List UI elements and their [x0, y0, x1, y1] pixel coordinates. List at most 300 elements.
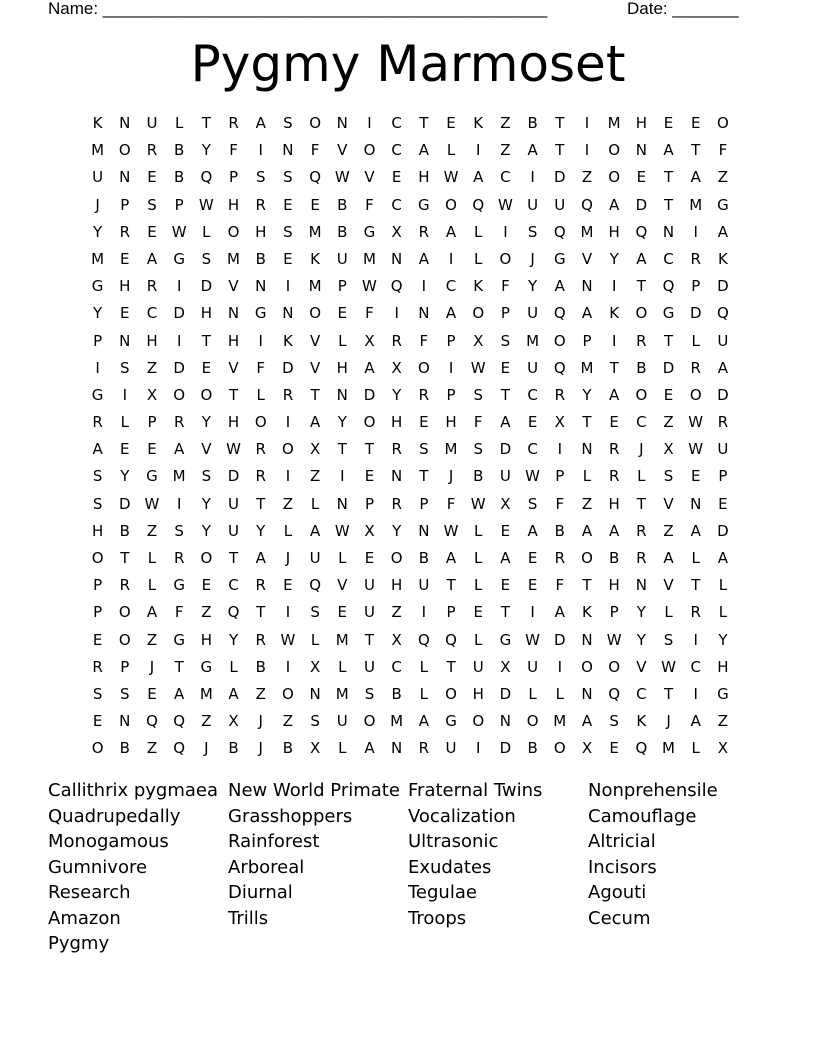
grid-letter: O	[553, 331, 566, 350]
grid-letter: W	[362, 277, 377, 296]
grid-letter: D	[173, 358, 185, 377]
grid-letter: O	[608, 141, 621, 160]
grid-letter: Q	[635, 739, 648, 758]
grid-letter: L	[147, 549, 157, 567]
grid-letter: V	[337, 576, 348, 595]
grid-letter: S	[92, 494, 103, 513]
grid-letter: X	[146, 385, 158, 404]
grid-letter: E	[337, 304, 348, 323]
grid-letter: L	[338, 657, 347, 676]
grid-letter: O	[200, 385, 213, 404]
grid-row	[84, 192, 737, 219]
grid-letter: U	[363, 603, 375, 622]
grid-letter: T	[446, 576, 456, 595]
grid-letter: O	[635, 385, 648, 404]
grid-letter: E	[718, 494, 728, 513]
grid-letter: W	[470, 494, 486, 513]
grid-letter: U	[499, 467, 511, 486]
grid-letter: C	[445, 277, 457, 296]
grid-letter: B	[418, 549, 429, 567]
grid-letter: U	[336, 249, 348, 268]
grid-letter: G	[553, 249, 566, 268]
word-list-item: Cecum	[588, 907, 651, 929]
grid-letter: Q	[173, 739, 186, 758]
grid-letter: S	[283, 222, 293, 241]
grid-letter: C	[500, 168, 511, 187]
grid-letter: A	[527, 141, 538, 160]
grid-letter: P	[718, 467, 728, 486]
grid-letter: E	[690, 467, 701, 486]
grid-letter: E	[201, 576, 212, 595]
grid-letter: R	[92, 413, 103, 432]
grid-letter: Z	[201, 712, 212, 731]
grid-letter: T	[201, 331, 211, 350]
grid-letter: G	[173, 630, 185, 649]
grid-letter: E	[147, 684, 157, 703]
grid-letter: E	[120, 304, 130, 323]
grid-letter: L	[582, 467, 592, 486]
grid-letter: S	[120, 684, 130, 703]
grid-letter: T	[256, 603, 266, 622]
grid-letter: R	[554, 549, 565, 567]
grid-letter: E	[527, 413, 538, 432]
grid-letter: O	[581, 657, 593, 676]
grid-row	[84, 246, 737, 273]
grid-letter: B	[119, 521, 130, 540]
grid-letter: W	[525, 467, 541, 486]
grid-letter: W	[688, 440, 704, 459]
grid-letter: Q	[553, 358, 566, 377]
grid-letter: O	[581, 549, 593, 567]
grid-letter: S	[500, 331, 511, 350]
grid-letter: D	[717, 385, 729, 404]
grid-letter: T	[337, 440, 347, 459]
grid-letter: I	[285, 277, 291, 296]
grid-letter: C	[391, 657, 402, 676]
grid-letter: A	[146, 603, 158, 622]
grid-letter: P	[120, 657, 130, 676]
grid-letter: F	[229, 141, 238, 160]
grid-letter: L	[174, 114, 184, 132]
grid-letter: T	[120, 549, 130, 567]
grid-letter: R	[255, 195, 266, 214]
grid-letter: L	[718, 603, 728, 622]
grid-letter: A	[364, 358, 375, 377]
grid-letter: D	[173, 304, 185, 323]
grid-letter: Z	[663, 413, 674, 432]
grid-letter: E	[663, 114, 674, 132]
grid-letter: U	[717, 440, 729, 459]
grid-letter: N	[119, 114, 131, 132]
grid-letter: Y	[636, 603, 646, 622]
grid-letter: A	[364, 739, 375, 758]
grid-letter: Q	[472, 195, 485, 214]
grid-letter: P	[691, 277, 701, 296]
grid-letter: S	[174, 521, 184, 540]
grid-letter: O	[608, 168, 621, 187]
grid-letter: O	[227, 222, 240, 241]
grid-letter: L	[474, 630, 483, 649]
grid-row	[84, 110, 737, 137]
grid-letter: M	[553, 712, 567, 731]
grid-letter: X	[391, 222, 402, 241]
grid-letter: G	[146, 467, 158, 486]
grid-row	[84, 627, 737, 654]
grid-letter: M	[91, 141, 105, 160]
grid-letter: Q	[717, 304, 729, 323]
grid-letter: F	[473, 413, 483, 432]
grid-letter: C	[391, 141, 402, 160]
grid-letter: B	[527, 739, 538, 758]
grid-letter: I	[285, 467, 291, 486]
grid-letter: P	[93, 603, 103, 622]
grid-letter: I	[285, 413, 291, 432]
grid-letter: R	[255, 440, 266, 459]
grid-letter: I	[421, 277, 427, 296]
grid-letter: H	[635, 114, 647, 132]
grid-letter: O	[553, 739, 566, 758]
grid-letter: T	[582, 413, 592, 432]
word-list-item: Exudates	[408, 856, 492, 878]
grid-letter: A	[445, 304, 457, 323]
grid-letter: T	[663, 168, 674, 187]
grid-letter: L	[202, 222, 211, 241]
word-list-item: Grasshoppers	[228, 805, 353, 827]
grid-letter: H	[391, 413, 403, 432]
grid-letter: T	[500, 603, 510, 622]
grid-letter: W	[470, 358, 486, 377]
grid-letter: R	[608, 440, 620, 459]
grid-letter: T	[636, 277, 646, 296]
grid-letter: M	[444, 440, 458, 459]
grid-letter: N	[418, 521, 430, 540]
grid-letter: A	[445, 222, 457, 241]
grid-letter: C	[527, 385, 538, 404]
grid-letter: J	[95, 195, 100, 214]
grid-letter: L	[528, 684, 537, 703]
grid-letter: O	[309, 304, 321, 323]
grid-letter: J	[448, 467, 454, 486]
grid-letter: B	[228, 739, 239, 758]
grid-letter: S	[609, 712, 619, 731]
grid-letter: R	[119, 222, 130, 241]
grid-letter: D	[689, 304, 702, 323]
grid-letter: K	[636, 712, 647, 731]
grid-letter: I	[176, 331, 182, 350]
grid-letter: Z	[201, 603, 212, 622]
grid-letter: T	[691, 576, 701, 595]
grid-letter: W	[606, 630, 622, 649]
grid-letter: J	[666, 712, 671, 731]
grid-letter: J	[530, 249, 535, 268]
grid-letter: Y	[636, 630, 646, 649]
grid-letter: V	[337, 141, 348, 160]
grid-letter: J	[258, 712, 263, 731]
grid-letter: L	[229, 657, 238, 676]
grid-letter: U	[527, 304, 539, 323]
grid-letter: L	[664, 603, 673, 622]
grid-letter: O	[254, 413, 267, 432]
grid-row	[84, 518, 737, 545]
grid-letter: F	[365, 304, 374, 323]
word-list-item: Nonprehensile	[588, 780, 718, 801]
grid-letter: R	[554, 385, 565, 404]
grid-letter: S	[527, 494, 538, 513]
grid-letter: V	[663, 576, 674, 595]
grid-letter: Y	[201, 521, 211, 540]
grid-letter: T	[636, 494, 646, 513]
grid-letter: D	[635, 195, 648, 214]
grid-letter: Z	[717, 712, 729, 731]
grid-letter: H	[391, 576, 403, 595]
grid-letter: A	[690, 521, 701, 540]
word-list-item: Pygmy	[48, 933, 110, 954]
grid-letter: R	[119, 576, 130, 595]
grid-letter: B	[119, 739, 130, 758]
grid-letter: D	[717, 277, 729, 296]
grid-letter: B	[282, 739, 294, 758]
grid-letter: P	[120, 195, 130, 214]
grid-letter: P	[174, 195, 184, 214]
grid-letter: N	[336, 494, 348, 513]
grid-letter: A	[690, 168, 701, 187]
grid-letter: Z	[146, 739, 158, 758]
grid-letter: G	[662, 304, 675, 323]
grid-letter: R	[636, 549, 647, 567]
grid-letter: O	[363, 141, 376, 160]
grid-letter: S	[147, 195, 157, 214]
grid-letter: B	[473, 467, 484, 486]
grid-row	[84, 273, 737, 300]
grid-letter: T	[228, 549, 239, 567]
word-list-item: Incisors	[588, 856, 657, 878]
grid-letter: N	[391, 739, 403, 758]
grid-letter: R	[690, 358, 701, 377]
grid-letter: V	[663, 494, 674, 513]
grid-letter: B	[391, 684, 402, 703]
grid-letter: B	[174, 141, 185, 160]
grid-letter: I	[95, 358, 100, 377]
word-list-item: Fraternal Twins	[408, 780, 543, 801]
grid-letter: W	[280, 630, 296, 649]
grid-letter: H	[255, 222, 267, 241]
grid-letter: A	[309, 521, 321, 540]
grid-letter: Z	[309, 467, 321, 486]
grid-letter: C	[527, 440, 538, 459]
grid-letter: Q	[635, 222, 648, 241]
grid-letter: R	[255, 467, 266, 486]
grid-letter: K	[609, 304, 620, 323]
grid-letter: L	[474, 521, 483, 540]
grid-letter: L	[419, 657, 429, 676]
grid-letter: S	[310, 712, 320, 731]
grid-letter: Y	[337, 413, 347, 432]
word-list-item: Arboreal	[228, 856, 305, 878]
grid-letter: P	[93, 576, 103, 595]
grid-letter: R	[636, 331, 647, 350]
grid-letter: L	[120, 413, 129, 432]
grid-letter: U	[363, 576, 375, 595]
grid-letter: E	[500, 576, 511, 595]
grid-letter: I	[285, 603, 291, 622]
grid-letter: N	[581, 684, 593, 703]
grid-letter: Y	[93, 222, 103, 241]
word-list-item: Gumnivore	[48, 856, 148, 878]
grid-letter: N	[255, 277, 267, 296]
grid-letter: P	[609, 603, 619, 622]
grid-letter: R	[690, 603, 701, 622]
grid-letter: N	[336, 114, 348, 132]
grid-letter: M	[662, 739, 675, 758]
grid-letter: A	[609, 521, 620, 540]
grid-letter: W	[688, 413, 704, 432]
grid-letter: A	[663, 549, 674, 567]
grid-letter: I	[448, 358, 454, 377]
grid-letter: L	[446, 141, 456, 160]
word-list-item: Monogamous	[48, 831, 169, 852]
grid-letter: X	[309, 739, 321, 758]
grid-letter: O	[390, 549, 403, 567]
grid-letter: W	[144, 494, 160, 513]
grid-letter: F	[555, 494, 565, 513]
grid-letter: Q	[445, 630, 457, 649]
grid-letter: D	[554, 168, 566, 187]
grid-letter: E	[147, 168, 157, 187]
grid-letter: H	[227, 195, 240, 214]
grid-letter: S	[255, 168, 266, 187]
grid-letter: F	[446, 494, 456, 513]
grid-letter: T	[310, 385, 320, 404]
grid-letter: W	[334, 521, 350, 540]
grid-letter: O	[445, 195, 457, 214]
grid-letter: A	[500, 413, 511, 432]
grid-letter: R	[146, 141, 158, 160]
grid-letter: R	[418, 222, 430, 241]
grid-letter: H	[119, 277, 131, 296]
grid-letter: L	[474, 576, 483, 595]
grid-letter: W	[226, 440, 241, 459]
grid-letter: T	[555, 114, 565, 132]
grid-letter: Q	[417, 630, 430, 649]
grid-letter: B	[636, 358, 647, 377]
word-list-item: Ultrasonic	[408, 831, 499, 852]
grid-letter: L	[256, 385, 265, 404]
grid-letter: O	[499, 249, 512, 268]
grid-letter: G	[91, 385, 104, 404]
grid-letter: W	[443, 521, 459, 540]
grid-letter: K	[92, 114, 103, 132]
grid-letter: R	[608, 467, 620, 486]
grid-letter: E	[310, 195, 320, 214]
grid-letter: E	[337, 603, 348, 622]
grid-letter: D	[717, 521, 729, 540]
grid-letter: B	[527, 114, 538, 132]
grid-letter: M	[580, 222, 594, 241]
grid-letter: E	[500, 358, 511, 377]
grid-letter: O	[689, 385, 702, 404]
grid-row	[84, 137, 737, 164]
grid-letter: Z	[146, 521, 158, 540]
grid-letter: W	[334, 168, 350, 187]
grid-letter: A	[663, 141, 674, 160]
grid-letter: Y	[582, 385, 592, 404]
grid-letter: C	[663, 249, 674, 268]
grid-letter: Q	[662, 277, 675, 296]
grid-letter: O	[309, 114, 321, 132]
grid-letter: Q	[390, 277, 403, 296]
grid-letter: O	[118, 603, 131, 622]
page-title: Pygmy Marmoset	[190, 35, 626, 93]
grid-letter: M	[308, 277, 322, 296]
grid-letter: P	[500, 304, 510, 323]
grid-letter: F	[718, 141, 728, 160]
grid-letter: E	[283, 195, 293, 214]
grid-letter: G	[717, 195, 729, 214]
grid-letter: N	[391, 467, 403, 486]
grid-letter: H	[227, 413, 240, 432]
grid-letter: M	[580, 358, 594, 377]
grid-letter: E	[147, 440, 157, 459]
grid-letter: A	[92, 440, 103, 459]
grid-letter: T	[364, 440, 375, 459]
grid-letter: A	[473, 168, 484, 187]
grid-letter: U	[363, 657, 375, 676]
grid-letter: Q	[227, 603, 240, 622]
grid-letter: N	[581, 630, 593, 649]
grid-letter: K	[310, 249, 321, 268]
grid-letter: A	[690, 712, 701, 731]
grid-letter: I	[584, 141, 590, 160]
grid-letter: I	[367, 114, 372, 132]
grid-letter: D	[499, 739, 512, 758]
grid-letter: F	[419, 331, 429, 350]
grid-letter: R	[418, 739, 430, 758]
grid-letter: Z	[146, 358, 158, 377]
grid-letter: L	[691, 739, 700, 758]
grid-letter: Y	[120, 467, 130, 486]
grid-letter: M	[199, 684, 213, 703]
grid-letter: X	[717, 739, 729, 758]
grid-letter: N	[418, 304, 430, 323]
grid-letter: M	[308, 222, 322, 241]
grid-row	[84, 328, 737, 355]
grid-letter: O	[445, 684, 457, 703]
grid-letter: O	[200, 549, 213, 567]
grid-letter: B	[255, 657, 266, 676]
grid-letter: P	[446, 603, 456, 622]
grid-letter: E	[527, 576, 538, 595]
grid-letter: R	[228, 114, 239, 132]
grid-letter: Q	[309, 576, 321, 595]
grid-letter: H	[472, 684, 484, 703]
grid-letter: I	[340, 467, 345, 486]
grid-letter: A	[609, 195, 620, 214]
grid-letter: E	[283, 249, 293, 268]
grid-letter: I	[476, 739, 481, 758]
grid-letter: L	[718, 576, 728, 595]
grid-letter: I	[584, 114, 590, 132]
grid-row	[84, 545, 737, 572]
grid-letter: L	[338, 739, 347, 758]
grid-letter: X	[391, 358, 402, 377]
grid-letter: E	[636, 168, 647, 187]
grid-letter: M	[689, 195, 703, 214]
grid-letter: H	[717, 657, 729, 676]
grid-letter: A	[717, 358, 729, 377]
grid-letter: Z	[255, 684, 266, 703]
grid-letter: Q	[309, 168, 321, 187]
grid-letter: E	[364, 467, 375, 486]
